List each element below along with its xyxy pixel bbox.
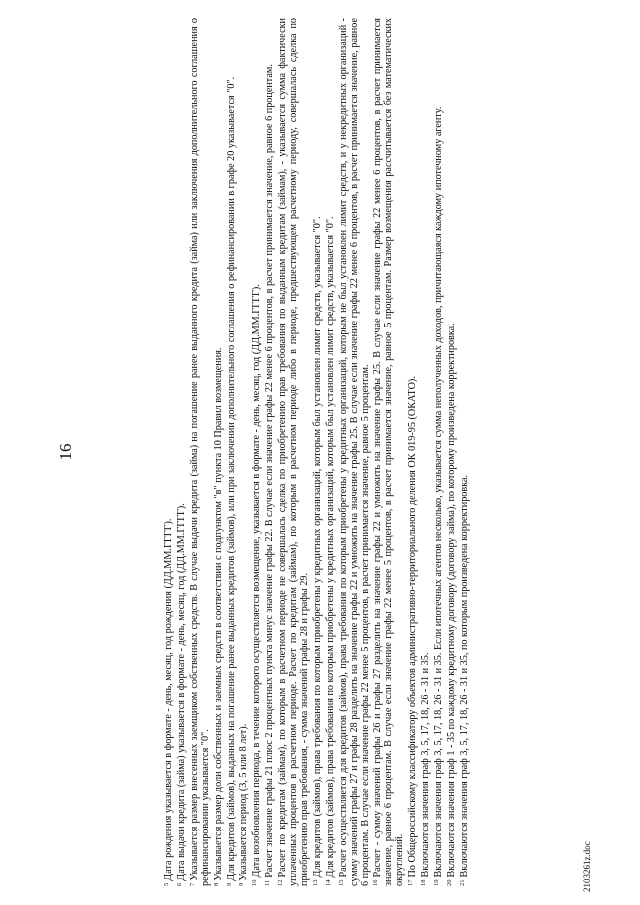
footnote-number: 20 [445, 879, 453, 886]
footnote-number: 7 [188, 882, 196, 886]
footnote-text: Включаются значения граф 3, 5, 17, 18, 26 - 31 и 35. [420, 652, 432, 878]
footnote-number: 9 [238, 882, 246, 886]
footnote-item [445, 18, 458, 886]
footnote-item [188, 18, 212, 886]
footnote-text: Дата возобновления периода, в течение которого осуществляется возмещение, указывается в формате - день, месяц, год (ДД.ММ.ГГГГ). [251, 284, 263, 878]
page-number: 16 [56, 443, 75, 461]
footnote-number: 11 [264, 879, 272, 886]
footnote-text: Для кредитов (займов), права требования по которым приобретены у кредитных организаций, которым был установлен лимит средств, указывается "0". [324, 216, 336, 878]
footnote-item [250, 18, 263, 886]
footnote-item [311, 18, 324, 886]
footnote-item [371, 18, 406, 886]
footnote-item [237, 18, 250, 886]
footnote-item [263, 18, 276, 886]
footnote-number: 10 [251, 879, 259, 886]
footnote-number: 16 [372, 879, 380, 886]
footnote-text: По Общероссийскому классификатору объектов административно-территориального деления ОК 019-95 (ОКАТО). [407, 376, 419, 878]
footnote-number: 18 [420, 879, 428, 886]
footnote-number: 9 [225, 882, 233, 886]
footnote-number: 14 [324, 879, 332, 886]
footnote-number: 13 [311, 879, 319, 886]
footnote-text: Включаются значения граф 3, 5, 17, 18, 26 - 31 и 35, по которым произведена корректировка. [458, 474, 470, 878]
footnote-text: Дата рождения указывается в формате - день, месяц, год рождения (ДД.ММ.ГГГГ). [163, 518, 174, 881]
footnote-number: 19 [432, 879, 440, 886]
footnotes-list [162, 18, 471, 886]
footnote-item [324, 18, 337, 886]
footnote-text: Дата выдачи кредита (займа) указывается в формате - день, месяц, год (ДД.ММ.ГГГГ). [175, 503, 187, 881]
footnote-number: 12 [277, 879, 285, 886]
footnote-number: 15 [337, 879, 345, 886]
footnote-item [406, 18, 419, 886]
footnote-text: Расчет - сумму значений графы 26 и графы 27 разделить на значение графы 22 и умножить на значение графы 25. В случае если значение графы 22 менее 6 процентов, в расчет принимается значение, равное 6 процентам. В случае если значение графы 22 менее 5 процентов, в расчет принимается значение, равное 5 процентам. Размер возмещения рассчитывается без математических округлений. [372, 18, 406, 886]
footnote-item [337, 18, 372, 886]
footnote-number: 6 [175, 882, 183, 886]
footnote-number: 8 [212, 882, 220, 886]
footnote-number: 5 [163, 882, 170, 886]
footnote-item [162, 18, 175, 886]
footnote-text: Расчет по кредитам (займам), по которым в расчетном периоде не совершалась сделка по приобретению прав требования по выданным кредитам (займам), - указывается сумма фактически уплаченных процентов в расчетном периоде. Расчет по кредитам (займам), по которым в расчетном периоде либо в периоде, предшествующем расчетному периоду, совершалась сделка по приобретению прав требования, - сумма значений графы 28 и графы 29. [277, 18, 310, 886]
footnote-number: 17 [407, 879, 415, 886]
footnote-text: Включаются значения граф 3, 5, 17, 18, 26 - 31 и 35. Если ипотечных агентов несколько, указывается сумма неполученных доходов, причитающаяся каждому ипотечному агенту. [432, 106, 444, 878]
footnote-text: Расчет значение графы 21 плюс 2 процентных пункта минус значение графы 22. В случае если значение графы 22 менее 6 процентов, в расчет принимается значение, равное 6 процентам. [264, 64, 276, 878]
footnote-item [276, 18, 311, 886]
footnote-text: Указывается период (3, 5 или 8 лет). [238, 723, 250, 881]
footnote-text: Указывается размер доли собственных и заемных средств в соответствии с подпунктом "в" пункта 10 Правил возмещения. [212, 347, 224, 881]
footnote-text: Расчет осуществляется для кредитов (займов), права требования по которым приобретены у кредитных организаций, которым не был установлен лимит средств, и у некредитных организаций - сумму значений графы 27 и графы 28 разделить на значение графы 22 и умножить на значение графы 25. В случае если значение графы 22 менее 6 процентов, в расчет принимается значение, равное 6 процентам. В случае если значение графы 22 менее 5 процентов, в расчет принимается значение, равное 5 процентам. [337, 18, 371, 886]
footnote-item [175, 18, 188, 886]
footnote-text: Для кредитов (займов), права требования по которым приобретены у кредитных организаций, которым был установлен лимит средств, указывается "0". [311, 216, 323, 878]
footnote-item [419, 18, 432, 886]
footer-filename: 2103261z.doc [582, 841, 592, 892]
footnote-text: Для кредитов (займов), выданных на погашение ранее выданных кредитов (займов), или при заключении дополнительного соглашения о рефинансировании в графе 20 указывается "0". [225, 76, 237, 881]
footnote-item [212, 18, 225, 886]
rotated-content [56, 12, 616, 892]
footnote-item [225, 18, 238, 886]
footnote-number: 21 [458, 879, 466, 886]
footnote-text: Включаются значения граф 1 - 35 по каждому кредитному договору (договору займа), по которому произведена корректировка. [445, 323, 457, 878]
footnote-item [458, 18, 471, 886]
footnote-item [432, 18, 445, 886]
footnote-text: Указывается размер внесенных заемщиком собственных средств. В случае выдачи кредита (займа) на погашение ранее выданного кредита (займа) или заключения дополнительного соглашения о рефинансировании указывается "0". [188, 18, 211, 886]
